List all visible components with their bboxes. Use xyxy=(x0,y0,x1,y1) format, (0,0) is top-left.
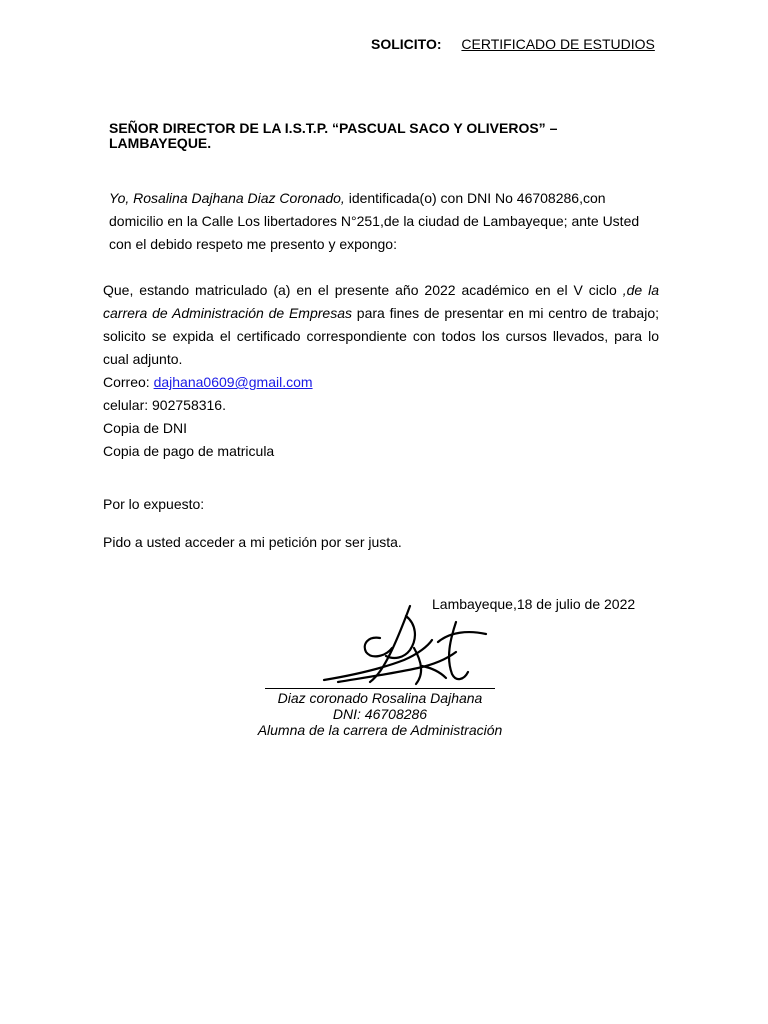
dni-copy-row: Copia de DNI xyxy=(103,420,188,436)
request-career: ,de la carrera de Administración de Empresas xyxy=(103,282,659,321)
payment-copy-row: Copia de pago de matricula xyxy=(103,443,275,459)
closing-request: Pido a usted acceder a mi petición por ser justa. xyxy=(103,534,402,550)
request-part-2: para fines de presentar en mi centro de trabajo; solicito se expida el certificado correspondiente con todos los cursos llevados, para lo cual adjunto. xyxy=(103,305,659,367)
signer-dni: DNI: 46708286 xyxy=(332,706,428,722)
solicito-value: CERTIFICADO DE ESTUDIOS xyxy=(461,36,655,52)
request-subject xyxy=(371,36,655,52)
request-part-1: Que, estando matriculado (a) en el presente año 2022 académico en el V ciclo xyxy=(103,282,623,298)
intro-line-1-rest: identificada(o) con DNI No 46708286,con xyxy=(344,190,606,206)
request-paragraph xyxy=(103,279,659,371)
signer-role: Alumna de la carrera de Administración xyxy=(257,722,503,738)
addressee-line-2: LAMBAYEQUE. xyxy=(109,135,212,151)
place-date: Lambayeque,18 de julio de 2022 xyxy=(432,596,636,612)
handwritten-signature xyxy=(318,602,498,688)
solicito-label: SOLICITO: xyxy=(371,36,442,52)
intro-line-2: domicilio en la Calle Los libertadores N°251,de la ciudad de Lambayeque; ante Usted xyxy=(109,213,640,229)
intro-line-1 xyxy=(109,187,659,210)
closing-expuesto: Por lo expuesto: xyxy=(103,496,205,512)
signature-block xyxy=(230,690,530,738)
addressee xyxy=(109,121,557,151)
addressee-line-1: SEÑOR DIRECTOR DE LA I.S.T.P. “PASCUAL SACO Y OLIVEROS” – xyxy=(109,120,558,136)
email-link[interactable]: dajhana0609@gmail.com xyxy=(153,374,313,390)
applicant-name: Yo, Rosalina Dajhana Diaz Coronado, xyxy=(109,190,345,206)
email-label: Correo: xyxy=(103,374,154,390)
intro-line-3: con el debido respeto me presento y expongo: xyxy=(109,236,397,252)
signature-line xyxy=(265,688,495,689)
email-row xyxy=(103,371,313,394)
signer-name: Diaz coronado Rosalina Dajhana xyxy=(277,690,483,706)
phone-row: celular: 902758316. xyxy=(103,397,226,413)
attachments-list xyxy=(103,371,313,463)
intro-paragraph xyxy=(109,187,659,256)
